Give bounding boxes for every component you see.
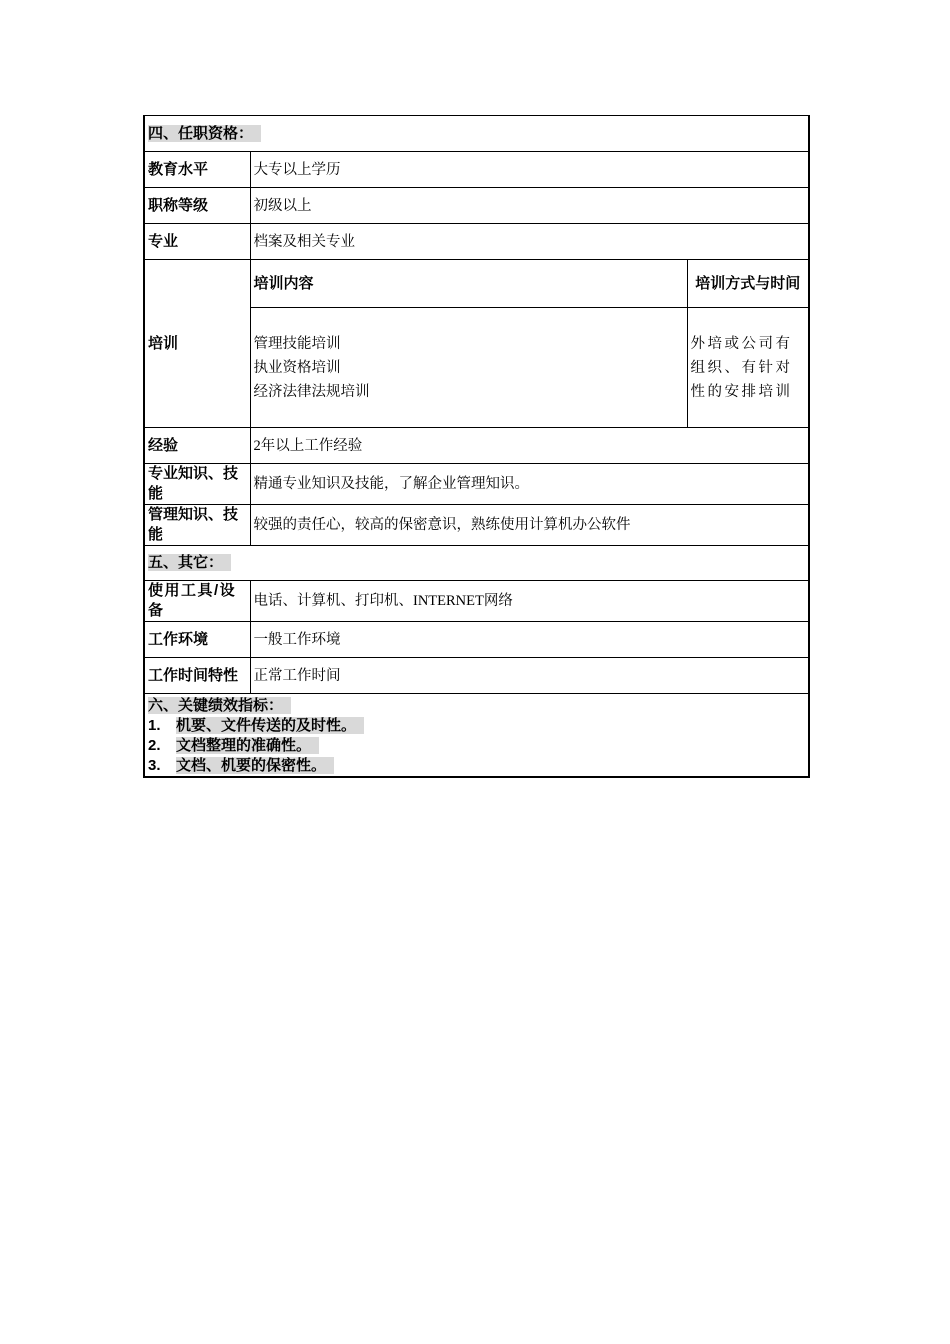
experience-label: 经验 bbox=[144, 428, 250, 464]
training-content-header: 培训内容 bbox=[250, 260, 687, 308]
major-label: 专业 bbox=[144, 224, 250, 260]
experience-value: 2年以上工作经验 bbox=[250, 428, 809, 464]
kpi-item-number: 1. bbox=[148, 717, 161, 734]
experience-row bbox=[144, 428, 809, 464]
mgmt-knowledge-row bbox=[144, 505, 809, 546]
section4-header-row bbox=[144, 116, 809, 152]
tools-row bbox=[144, 581, 809, 622]
section5-header-row bbox=[144, 546, 809, 581]
section6-title: 六、关键绩效指标： bbox=[148, 697, 291, 714]
major-value: 档案及相关专业 bbox=[250, 224, 809, 260]
pro-knowledge-value: 精通专业知识及技能，了解企业管理知识。 bbox=[250, 464, 809, 505]
environment-value: 一般工作环境 bbox=[250, 622, 809, 658]
title-level-row bbox=[144, 188, 809, 224]
kpi-item-number: 3. bbox=[148, 757, 161, 774]
pro-knowledge-row bbox=[144, 464, 809, 505]
kpi-item bbox=[148, 716, 805, 736]
kpi-cell bbox=[144, 694, 809, 778]
title-level-label: 职称等级 bbox=[144, 188, 250, 224]
kpi-item-text: 机要、文件传送的及时性。 bbox=[176, 717, 364, 734]
education-row bbox=[144, 152, 809, 188]
section4-title: 四、任职资格： bbox=[148, 125, 261, 142]
training-label: 培训 bbox=[144, 260, 250, 428]
major-row bbox=[144, 224, 809, 260]
section5-title: 五、其它： bbox=[148, 554, 231, 571]
mgmt-knowledge-value: 较强的责任心，较高的保密意识，熟练使用计算机办公软件 bbox=[250, 505, 809, 546]
training-method-value: 外培或公司有组织、有针对性的安排培训 bbox=[687, 308, 809, 428]
section6-row bbox=[144, 694, 809, 778]
environment-row bbox=[144, 622, 809, 658]
kpi-item-text: 文档、机要的保密性。 bbox=[176, 757, 334, 774]
training-item: 经济法律法规培训 bbox=[253, 383, 370, 400]
training-content-cell bbox=[250, 308, 687, 428]
training-header-row bbox=[144, 260, 809, 308]
pro-knowledge-label: 专业知识、技能 bbox=[144, 464, 250, 505]
tools-label: 使用工具/设备 bbox=[144, 581, 250, 622]
education-label: 教育水平 bbox=[144, 152, 250, 188]
training-item: 管理技能培训 bbox=[253, 335, 341, 352]
work-time-row bbox=[144, 658, 809, 694]
kpi-item bbox=[148, 756, 805, 776]
tools-value: 电话、计算机、打印机、INTERNET网络 bbox=[250, 581, 809, 622]
kpi-item-text: 文档整理的准确性。 bbox=[176, 737, 319, 754]
qualification-table bbox=[143, 115, 810, 778]
kpi-item-number: 2. bbox=[148, 737, 161, 754]
title-level-value: 初级以上 bbox=[250, 188, 809, 224]
education-value: 大专以上学历 bbox=[250, 152, 809, 188]
work-time-label: 工作时间特性 bbox=[144, 658, 250, 694]
environment-label: 工作环境 bbox=[144, 622, 250, 658]
training-item: 执业资格培训 bbox=[253, 359, 341, 376]
kpi-item bbox=[148, 736, 805, 756]
work-time-value: 正常工作时间 bbox=[250, 658, 809, 694]
job-description-document bbox=[143, 115, 808, 778]
mgmt-knowledge-label: 管理知识、技能 bbox=[144, 505, 250, 546]
training-method-header: 培训方式与时间 bbox=[687, 260, 809, 308]
